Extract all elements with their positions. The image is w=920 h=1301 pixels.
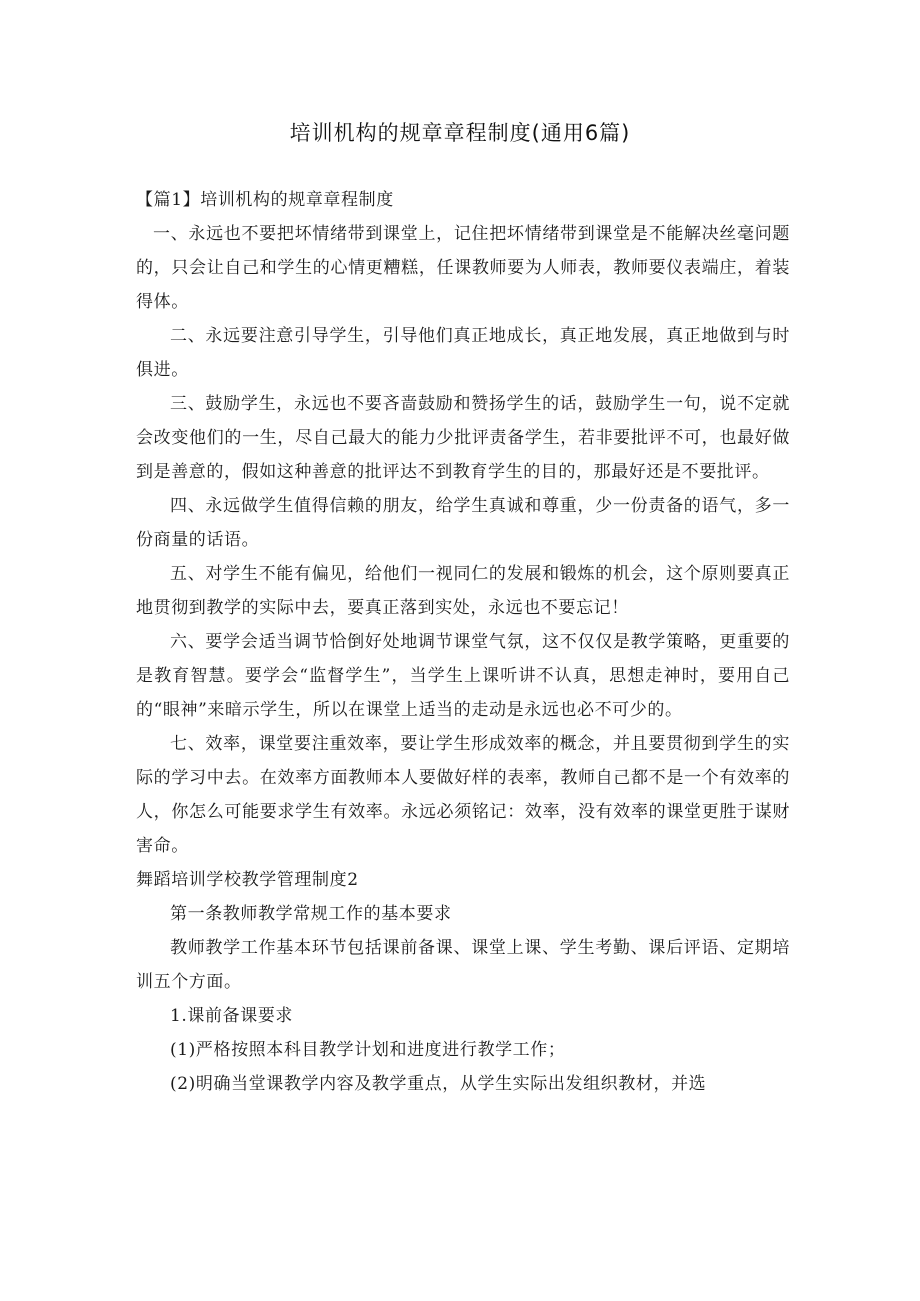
list-item: (1)严格按照本科目教学计划和进度进行教学工作； — [170, 1040, 566, 1060]
article-heading: 第一条教师教学常规工作的基本要求 — [170, 904, 452, 924]
list-item: 1.课前备课要求 — [170, 1006, 294, 1026]
paragraph: 三、鼓励学生，永远也不要吝啬鼓励和赞扬学生的话，鼓励学生一句，说不定就会改变他们的一生，尽自己最大的能力少批评责备学生，若非要批评不可，也最好做到是善意的，假如这种善意的批评达不到教育学生的目的，那最好还是不要批评。 — [136, 394, 790, 482]
paragraph: 五、对学生不能有偏见，给他们一视同仁的发展和锻炼的机会，这个原则要真正地贯彻到教学的实际中去，要真正落到实处，永远也不要忘记！ — [136, 564, 790, 618]
paragraph: 四、永远做学生值得信赖的朋友，给学生真诚和尊重，少一份责备的语气，多一份商量的话语。 — [136, 496, 790, 550]
document-body — [136, 183, 790, 1101]
paragraph: 教师教学工作基本环节包括课前备课、课堂上课、学生考勤、课后评语、定期培训五个方面。 — [136, 938, 790, 992]
paragraph: 二、永远要注意引导学生，引导他们真正地成长，真正地发展，真正地做到与时俱进。 — [136, 326, 790, 380]
section-heading: 【篇1】培训机构的规章章程制度 — [136, 190, 394, 210]
document-title: 培训机构的规章章程制度(通用6篇) — [289, 121, 631, 145]
paragraph: 一、永远也不要把坏情绪带到课堂上，记住把坏情绪带到课堂是不能解决丝毫问题的，只会让自己和学生的心情更糟糕，任课教师要为人师表，教师要仪表端庄，着装得体。 — [136, 224, 790, 312]
paragraph: 六、要学会适当调节恰倒好处地调节课堂气氛，这不仅仅是教学策略，更重要的是教育智慧。要学会“监督学生”，当学生上课听讲不认真，思想走神时，要用自己的“眼神”来暗示学生，所以在课堂上适当的走动是永远也必不可少的。 — [136, 632, 790, 720]
paragraph: 七、效率，课堂要注重效率，要让学生形成效率的概念，并且要贯彻到学生的实际的学习中去。在效率方面教师本人要做好样的表率，教师自己都不是一个有效率的人，你怎么可能要求学生有效率。永远必须铭记：效率，没有效率的课堂更胜于谋财害命。 — [136, 734, 790, 856]
section-heading: 舞蹈培训学校教学管理制度2 — [136, 870, 359, 890]
list-item: (2)明确当堂课教学内容及教学重点，从学生实际出发组织教材，并选 — [170, 1074, 707, 1094]
